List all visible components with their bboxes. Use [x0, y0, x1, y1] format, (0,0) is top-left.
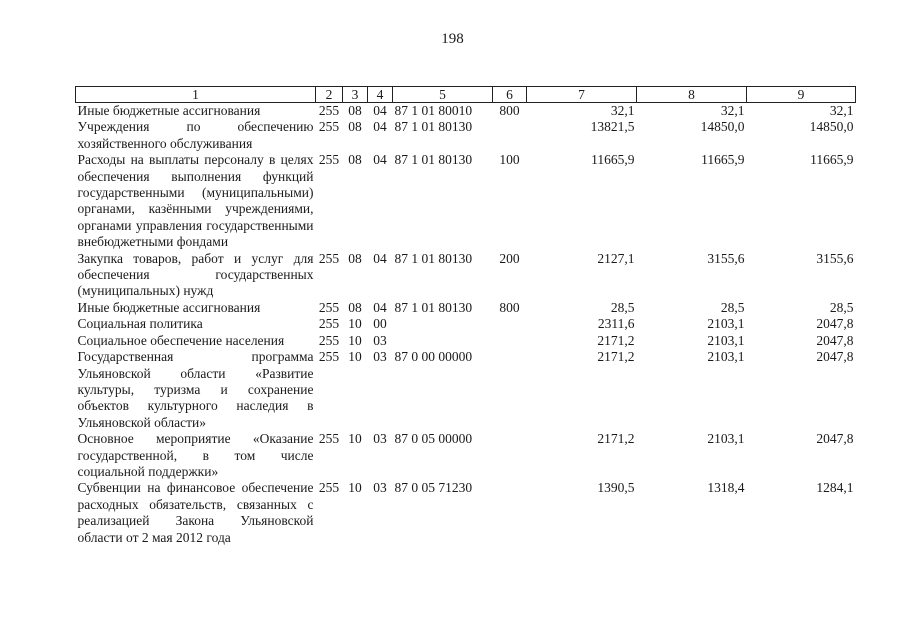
row-name: Учреждения по обеспечению хозяйственного обслуживания	[77, 119, 314, 151]
row-code-3: 08	[348, 250, 362, 266]
table-row	[76, 300, 856, 316]
row-code-2: 255	[318, 250, 340, 266]
row-code-2: 255	[318, 431, 340, 447]
table-row	[76, 349, 856, 431]
row-code-5: 87 1 01 80130	[394, 299, 473, 315]
table-row	[76, 103, 856, 120]
row-code-2: 255	[318, 152, 340, 168]
header-col-1: 1	[76, 87, 316, 103]
row-code-3: 08	[348, 299, 362, 315]
header-col-3: 3	[343, 87, 368, 103]
row-code-3: 10	[348, 480, 362, 496]
row-code-2: 255	[318, 119, 340, 135]
header-col-5: 5	[393, 87, 493, 103]
row-value-9: 1284,1	[816, 480, 854, 496]
table-row	[76, 431, 856, 480]
header-col-7: 7	[527, 87, 637, 103]
row-code-3: 08	[348, 103, 362, 118]
row-code-6	[493, 333, 527, 349]
row-value-9: 2047,8	[816, 316, 854, 332]
header-col-6: 6	[493, 87, 527, 103]
row-name: Основное мероприятие «Оказание государственной, в том числе социальной поддержки»	[77, 431, 314, 479]
row-value-9: 28,5	[829, 299, 854, 315]
table-row	[76, 119, 856, 152]
row-name: Социальное обеспечение населения	[77, 332, 285, 348]
row-value-8: 3155,6	[707, 250, 745, 266]
row-code-5	[393, 333, 493, 349]
row-code-3: 10	[348, 349, 362, 365]
header-col-2: 2	[316, 87, 343, 103]
row-code-5: 87 1 01 80010	[394, 103, 473, 118]
row-code-2: 255	[318, 316, 340, 332]
row-code-3: 08	[348, 152, 362, 168]
row-code-4: 03	[373, 480, 387, 496]
row-code-2: 255	[318, 299, 340, 315]
row-code-2: 255	[318, 349, 340, 365]
row-value-9: 32,1	[829, 103, 854, 118]
row-code-2: 255	[318, 480, 340, 496]
row-code-6: 800	[499, 103, 520, 118]
row-code-3: 08	[348, 119, 362, 135]
row-value-8: 1318,4	[707, 480, 745, 496]
row-code-2: 255	[318, 332, 340, 348]
row-code-5	[393, 316, 493, 332]
row-code-6	[493, 349, 527, 431]
row-name: Субвенции на финансовое обеспечение расходных обязательств, связанных с реализацией Закона Ульяновской области от 2 мая 2012 года	[77, 480, 314, 545]
row-code-4: 03	[373, 332, 387, 348]
row-code-6: 800	[499, 299, 520, 315]
row-code-4: 04	[373, 152, 387, 168]
row-value-8: 2103,1	[707, 431, 745, 447]
row-code-6	[493, 480, 527, 546]
row-value-7: 2171,2	[597, 332, 635, 348]
row-code-4: 03	[373, 431, 387, 447]
row-value-9: 11665,9	[810, 152, 854, 168]
row-code-5: 87 0 00 00000	[394, 349, 473, 365]
row-value-9: 2047,8	[816, 332, 854, 348]
row-value-9: 2047,8	[816, 349, 854, 365]
row-value-7: 2171,2	[597, 349, 635, 365]
row-value-9: 14850,0	[809, 119, 854, 135]
row-value-8: 28,5	[720, 299, 745, 315]
row-code-6	[493, 316, 527, 332]
row-code-6	[493, 431, 527, 480]
table-row	[76, 480, 856, 546]
row-value-8: 2103,1	[707, 349, 745, 365]
row-value-8: 2103,1	[707, 332, 745, 348]
row-name: Социальная политика	[77, 316, 203, 332]
row-code-6	[493, 119, 527, 152]
row-value-8: 2103,1	[707, 316, 745, 332]
table-row	[76, 251, 856, 300]
row-value-8: 14850,0	[700, 119, 745, 135]
header-col-4: 4	[368, 87, 393, 103]
row-name: Закупка товаров, работ и услуг для обеспечения государственных (муниципальных) нужд	[77, 250, 314, 299]
row-value-7: 11665,9	[591, 152, 635, 168]
row-code-3: 10	[348, 332, 362, 348]
row-value-8: 32,1	[720, 103, 745, 118]
row-value-8: 11665,9	[701, 152, 745, 168]
row-code-4: 03	[373, 349, 387, 365]
budget-table	[75, 86, 856, 546]
row-code-4: 04	[373, 299, 387, 315]
row-code-6: 100	[499, 152, 520, 168]
row-code-5: 87 0 05 00000	[394, 431, 473, 447]
row-value-7: 2127,1	[597, 250, 635, 266]
row-code-6: 200	[499, 250, 520, 266]
row-code-5: 87 0 05 71230	[394, 480, 473, 496]
row-code-3: 10	[348, 316, 362, 332]
row-code-4: 04	[373, 250, 387, 266]
row-value-7: 32,1	[610, 103, 635, 118]
row-name: Расходы на выплаты персоналу в целях обеспечения выполнения функций государственными (муниципальными) органами, казёнными учреждениями, органами управления государственными внебюджетными фондами	[77, 152, 314, 250]
table-header-row	[76, 87, 856, 103]
row-name: Иные бюджетные ассигнования	[77, 299, 261, 315]
page-number: 198	[441, 31, 464, 47]
table-row	[76, 333, 856, 349]
table-row	[76, 316, 856, 332]
row-code-5: 87 1 01 80130	[394, 119, 473, 135]
row-value-7: 2311,6	[597, 316, 635, 332]
row-value-7: 1390,5	[597, 480, 635, 496]
row-name: Иные бюджетные ассигнования	[77, 103, 261, 118]
row-code-3: 10	[348, 431, 362, 447]
header-col-8: 8	[637, 87, 747, 103]
row-code-5: 87 1 01 80130	[394, 152, 473, 168]
row-value-9: 2047,8	[816, 431, 854, 447]
row-value-7: 2171,2	[597, 431, 635, 447]
row-value-9: 3155,6	[816, 250, 854, 266]
row-code-4: 04	[373, 119, 387, 135]
row-code-2: 255	[318, 103, 340, 118]
row-code-4: 00	[373, 316, 387, 332]
row-code-5: 87 1 01 80130	[394, 250, 473, 266]
table-row	[76, 152, 856, 250]
row-value-7: 28,5	[610, 299, 635, 315]
row-name: Государственная программа Ульяновской области «Развитие культуры, туризма и сохранение объектов культурного наследия в Ульяновской области»	[77, 349, 314, 430]
row-code-4: 04	[373, 103, 387, 118]
header-col-9: 9	[747, 87, 856, 103]
row-value-7: 13821,5	[590, 119, 635, 135]
